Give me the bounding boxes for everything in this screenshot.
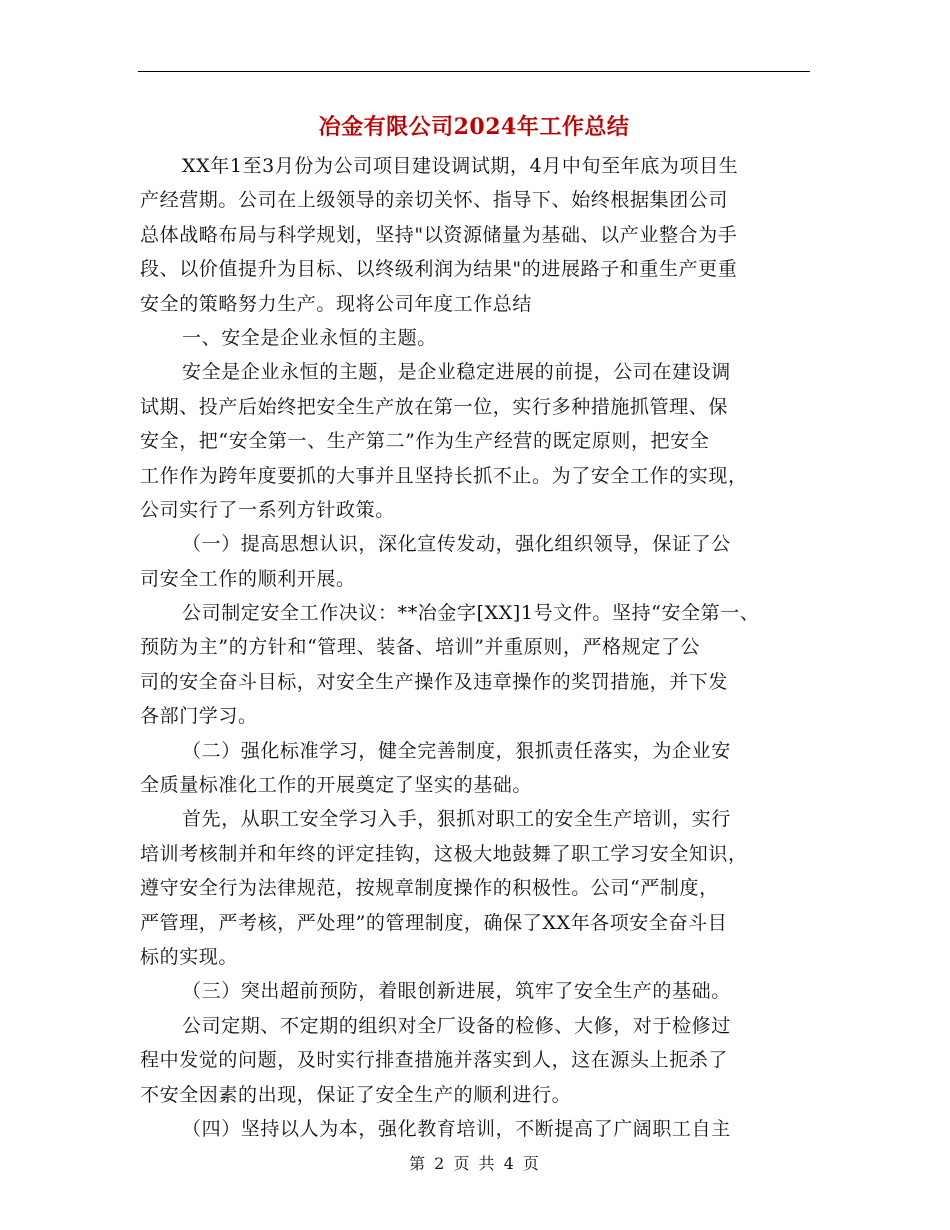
text-line: 标的实现。: [140, 945, 239, 968]
text-line: 程中发觉的问题，及时实行排查措施并落实到人，这在源头上扼杀了: [140, 1049, 729, 1072]
document-body: [140, 149, 840, 1146]
text-line: （四）坚持以人为本，强化教育培训，不断提高了广阔职工自主: [182, 1117, 731, 1140]
text-line: 不安全因素的出现，保证了安全生产的顺利进行。: [140, 1083, 572, 1106]
text-line: 总体战略布局与科学规划，坚持"以资源储量为基础、以产业整合为手: [140, 223, 738, 246]
text-line: 各部门学习。: [140, 705, 258, 728]
text-line: 遵守安全行为法律规范，按规章制度操作的积极性。公司“严制度，: [140, 877, 719, 900]
text-line: 首先，从职工安全学习入手，狠抓对职工的安全生产培训，实行: [182, 808, 731, 831]
text-line: 司的安全奋斗目标，对安全生产操作及违章操作的奖罚措施，并下发: [140, 670, 729, 693]
header-rule: [138, 71, 810, 72]
document-title: 冶金有限公司2024年工作总结: [318, 114, 630, 140]
text-line: 工作作为跨年度要抓的大事并且坚持长抓不止。为了安全工作的实现，: [140, 464, 748, 487]
text-line: （三）突出超前预防，着眼创新进展，筑牢了安全生产的基础。: [182, 980, 731, 1003]
text-line: 安全是企业永恒的主题，是企业稳定进展的前提，公司在建设调: [182, 361, 731, 384]
text-line: （一）提高思想认识，深化宣传发动，强化组织领导，保证了公: [182, 533, 731, 556]
text-line: 全质量标准化工作的开展奠定了坚实的基础。: [140, 774, 533, 797]
text-line: 试期、投产后始终把安全生产放在第一位，实行多种措施抓管理、保: [140, 395, 729, 418]
text-line: 产经营期。公司在上级领导的亲切关怀、指导下、始终根据集团公司: [140, 189, 729, 212]
text-line: 段、以价值提升为目标、以终级利润为结果"的进展路子和重生产更重: [140, 258, 738, 281]
text-line: 公司定期、不定期的组织对全厂设备的检修、大修，对于检修过: [182, 1014, 731, 1037]
text-line: 安全，把“安全第一、生产第二”作为生产经营的既定原则，把安全: [140, 430, 710, 453]
text-line: 公司实行了一系列方针政策。: [140, 498, 395, 521]
text-line: 一、安全是企业永恒的主题。: [182, 326, 437, 349]
text-line: 安全的策略努力生产。现将公司年度工作总结: [140, 292, 533, 315]
text-line: 预防为主”的方针和“管理、装备、培训”并重原则，严格规定了公: [140, 636, 701, 659]
text-line: 司安全工作的顺利开展。: [140, 567, 356, 590]
text-line: （二）强化标准学习，健全完善制度，狠抓责任落实，为企业安: [182, 739, 731, 762]
text-line: 培训考核制并和年终的评定挂钩，这极大地鼓舞了职工学习安全知识，: [140, 842, 748, 865]
page-footer: 第 2 页 共 4 页: [409, 1154, 541, 1173]
text-line: XX年1至3月份为公司项目建设调试期，4月中旬至年底为项目生: [182, 155, 739, 177]
text-line: 严管理，严考核，严处理”的管理制度，确保了XX年各项安全奋斗目: [140, 911, 728, 934]
text-line: 公司制定安全工作决议：**冶金字[XX]1号文件。坚持“安全第一、: [182, 602, 760, 625]
